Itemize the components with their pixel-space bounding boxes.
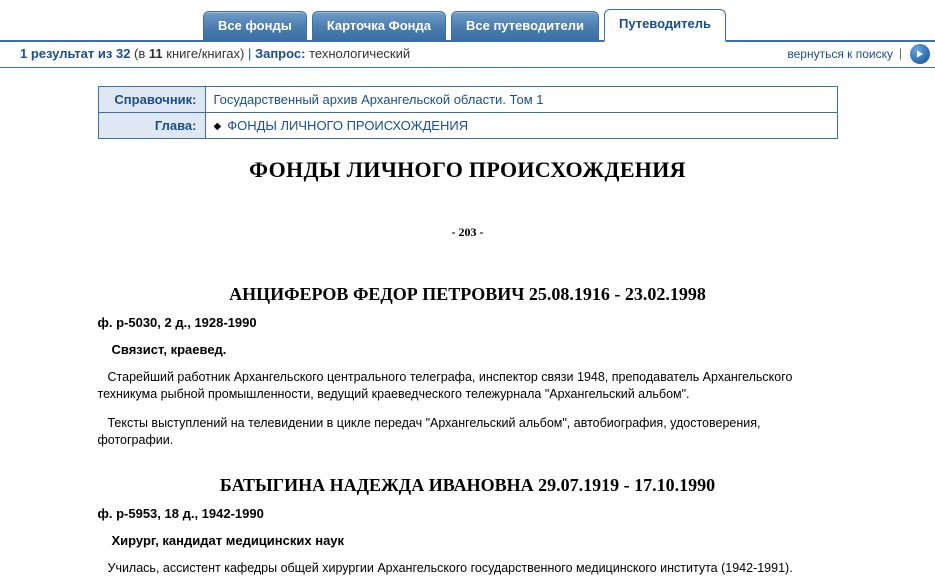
document-page-number: - 203 - — [451, 225, 484, 239]
entry-paragraph: Тексты выступлений на телевидении в цикле передач "Архангельский альбом", автобиография, удостоверения, фотографии. — [97, 416, 761, 447]
document-entry — [98, 284, 838, 449]
books-count: 11 — [148, 46, 163, 61]
entry-paragraph: Старейший работник Архангельского центрального телеграфа, инспектор связи 1948, преподаватель Архангельского техникума рыбной промышленности, ведущий краеведческого тележурнала "Архангельский альбом". — [97, 370, 793, 401]
back-to-search-link[interactable]: вернуться к поиску — [787, 47, 893, 61]
guide-link[interactable]: Государственный архив Архангельской области. Том 1 — [213, 92, 544, 107]
entry-title: БАТЫГИНА НАДЕЖДА ИВАНОВНА 29.07.1919 - 17.10.1990 — [219, 475, 716, 495]
entry-role: Хирург, кандидат медицинских наук — [111, 533, 345, 548]
chapter-link[interactable]: ФОНДЫ ЛИЧНОГО ПРОИСХОЖДЕНИЯ — [227, 118, 469, 133]
query-value: технологический — [309, 46, 411, 61]
tab-bar — [0, 0, 935, 42]
guide-info-table — [98, 86, 838, 139]
tab-all-guides[interactable]: Все путеводители — [451, 11, 599, 40]
result-summary — [20, 46, 410, 61]
tab-all-fonds[interactable]: Все фонды — [203, 11, 307, 40]
document-body — [98, 139, 838, 577]
entry-title: АНЦИФЕРОВ ФЕДОР ПЕТРОВИЧ 25.08.1916 - 23.02.1998 — [229, 284, 706, 304]
entry-fond: ф. р-5030, 2 д., 1928-1990 — [97, 315, 257, 330]
books-suffix: книге/книгах) — [162, 46, 245, 61]
result-bar — [0, 42, 935, 68]
tab-list — [203, 9, 726, 40]
guide-value-cell — [205, 87, 837, 113]
toolbar-separator: | — [898, 46, 902, 60]
guide-label: Справочник: — [98, 87, 205, 113]
entry-role: Связист, краевед. — [111, 342, 227, 357]
chapter-label: Глава: — [98, 113, 205, 139]
entry-paragraph: Училась, ассистент кафедры общей хирургии Архангельского государственного медицинского института (1942-1991). — [107, 561, 793, 575]
document-chapter-title: ФОНДЫ ЛИЧНОГО ПРОИСХОЖДЕНИЯ — [249, 157, 686, 182]
tab-fond-card[interactable]: Карточка Фонда — [312, 11, 446, 40]
result-divider: | — [244, 46, 255, 61]
table-row-guide — [98, 87, 837, 113]
diamond-bullet-icon: ◆ — [213, 121, 222, 132]
result-count: 1 результат из 32 — [20, 46, 131, 61]
table-row-chapter — [98, 113, 837, 139]
books-prefix: (в — [134, 46, 149, 61]
query-label: Запрос: — [254, 46, 306, 61]
document-entry — [98, 475, 838, 577]
tab-guide[interactable]: Путеводитель — [604, 9, 726, 42]
entry-fond: ф. р-5953, 18 д., 1942-1990 — [97, 506, 264, 521]
arrow-right-icon[interactable] — [910, 44, 930, 64]
chapter-value-cell — [205, 113, 837, 139]
